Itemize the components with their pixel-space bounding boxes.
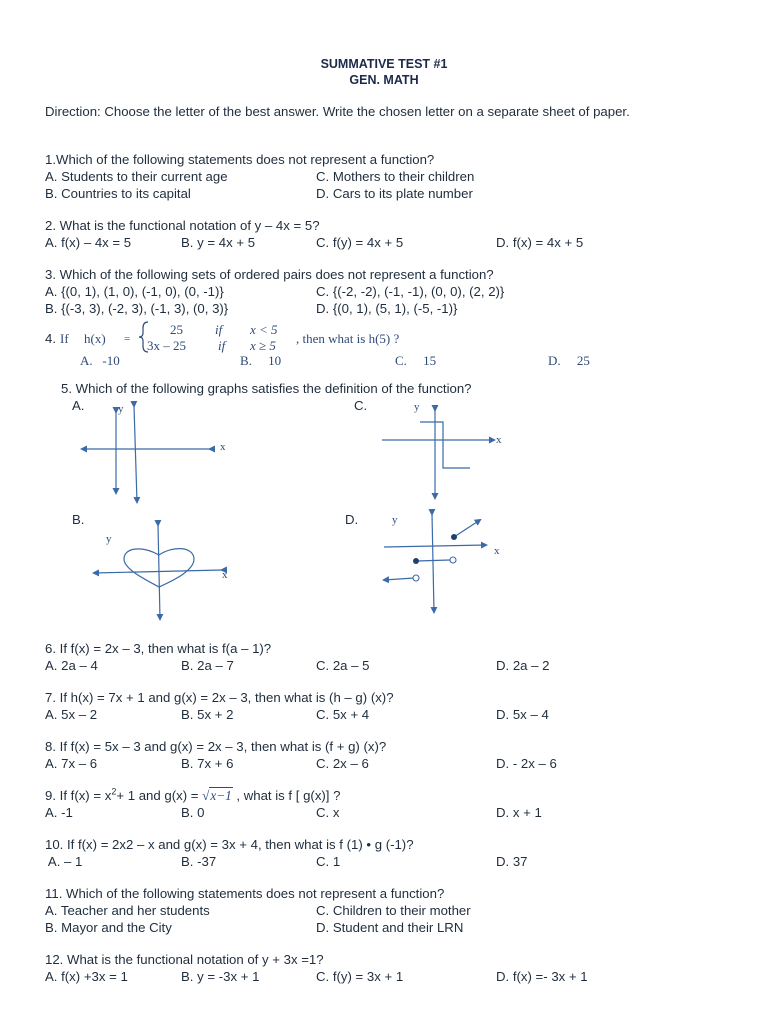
graph-b-x-axis: [94, 570, 222, 573]
graph-d-open-dot-2: [413, 575, 419, 581]
q1-option-c: C. Mothers to their children: [316, 169, 475, 184]
q9-sqrt-argument: x−1: [210, 788, 232, 803]
graph-c-y-label: y: [414, 401, 420, 413]
q2-stem: 2. What is the functional notation of y – 4x = 5?: [45, 218, 320, 233]
graph-b-y-label: y: [106, 533, 112, 545]
q7-option-c: C. 5x + 4: [316, 707, 370, 722]
q3-option-d: D. {(0, 1), (5, 1), (-5, -1)}: [316, 301, 458, 316]
graph-d-segment-2: [416, 560, 450, 561]
test-title: SUMMATIVE TEST #1: [320, 57, 448, 71]
q4-case2-value: 3x – 25: [147, 338, 186, 353]
q6-option-b: B. 2a – 7: [181, 658, 234, 673]
graph-d-figure: [378, 508, 512, 616]
q9-stem-start: 9. If f(x) = x: [45, 788, 112, 803]
graph-b-figure: [86, 515, 246, 623]
q6-option-c: C. 2a – 5: [316, 658, 370, 673]
q2-option-c: C. f(y) = 4x + 5: [316, 235, 404, 250]
q1-option-a: A. Students to their current age: [45, 169, 228, 184]
q6-option-d: D. 2a – 2: [496, 658, 550, 673]
q10-option-b: B. -37: [181, 854, 217, 869]
square-root-icon: √x−1: [202, 788, 232, 803]
q4-equals: =: [124, 333, 131, 345]
q9-exponent: 2: [111, 786, 117, 797]
graph-d-closed-dot-2: [413, 558, 419, 564]
q2-option-a: A. f(x) – 4x = 5: [45, 235, 132, 250]
q4-if-label: If: [60, 331, 69, 346]
q11-option-b: B. Mayor and the City: [45, 920, 172, 935]
q10-option-d: D. 37: [496, 854, 528, 869]
q9-stem-end: , what is f [ g(x)] ?: [232, 788, 341, 803]
q9-option-a: A. -1: [45, 805, 73, 820]
q11-option-d: D. Student and their LRN: [316, 920, 464, 935]
q9-option-b: B. 0: [181, 805, 205, 820]
q3-option-a: A. {(0, 1), (1, 0), (-1, 0), (0, -1)}: [45, 284, 224, 299]
q8-stem: 8. If f(x) = 5x – 3 and g(x) = 2x – 3, then what is (f + g) (x)?: [45, 739, 387, 754]
q2-option-d: D. f(x) = 4x + 5: [496, 235, 584, 250]
q5-label-a: A.: [72, 398, 85, 413]
q3-stem: 3. Which of the following sets of ordered pairs does not represent a function?: [45, 267, 494, 282]
q12-option-b: B. y = -3x + 1: [181, 969, 260, 984]
q2-option-b: B. y = 4x + 5: [181, 235, 256, 250]
q8-option-d: D. - 2x – 6: [496, 756, 557, 771]
graph-d-open-dot-1: [450, 557, 456, 563]
q4-case2-condition: x ≥ 5: [250, 338, 276, 353]
q4-function-name: h(x): [84, 331, 106, 346]
graph-a-y-label: y: [118, 403, 124, 415]
q4-option-a: A. -10: [80, 353, 120, 368]
q4-case1-if: if: [215, 322, 223, 337]
q5-label-b: B.: [72, 512, 85, 527]
q11-option-a: A. Teacher and her students: [45, 903, 210, 918]
graph-d-segment-3: [384, 578, 414, 580]
q9-stem: [45, 788, 340, 804]
q11-stem: 11. Which of the following statements does not represent a function?: [45, 886, 445, 901]
q10-option-a: A. – 1: [45, 854, 83, 869]
q4-question-tail: , then what is h(5) ?: [296, 331, 400, 346]
graph-c-x-label: x: [496, 434, 502, 446]
q8-option-b: B. 7x + 6: [181, 756, 234, 771]
q9-option-c: C. x: [316, 805, 340, 820]
graph-d-x-axis: [384, 545, 486, 547]
graph-a-line-2: [134, 406, 137, 502]
q9-stem-middle: + 1 and g(x) =: [116, 788, 203, 803]
graph-d-y-axis: [432, 514, 434, 612]
q4-option-c: C. 15: [395, 353, 437, 368]
q4-option-b: B. 10: [240, 353, 282, 368]
graph-b-x-label: x: [222, 569, 228, 581]
q8-option-a: A. 7x – 6: [45, 756, 98, 771]
graph-a-x-label: x: [220, 441, 226, 453]
q12-option-c: C. f(y) = 3x + 1: [316, 969, 404, 984]
q8-option-c: C. 2x – 6: [316, 756, 369, 771]
q7-option-d: D. 5x – 4: [496, 707, 549, 722]
graph-c-figure: [372, 398, 512, 502]
q4-option-d: D. 25: [548, 353, 590, 368]
graph-d-closed-dot-1: [451, 534, 457, 540]
q10-stem: 10. If f(x) = 2x2 – x and g(x) = 3x + 4, then what is f (1) • g (-1)?: [45, 837, 414, 852]
q3-option-b: B. {(-3, 3), (-2, 3), (-1, 3), (0, 3)}: [45, 301, 229, 316]
q3-option-c: C. {(-2, -2), (-1, -1), (0, 0), (2, 2)}: [316, 284, 505, 299]
q6-option-a: A. 2a – 4: [45, 658, 98, 673]
q5-stem: 5. Which of the following graphs satisfies the definition of the function?: [61, 381, 472, 396]
graph-c-curve: [420, 422, 470, 468]
q5-label-c: C.: [354, 398, 368, 413]
graph-d-y-label: y: [392, 514, 398, 526]
q6-stem: 6. If f(x) = 2x – 3, then what is f(a – 1)?: [45, 641, 272, 656]
q1-stem: 1.Which of the following statements does not represent a function?: [45, 152, 435, 167]
direction-text: Direction: Choose the letter of the best answer. Write the chosen letter on a separate sheet of paper.: [45, 104, 630, 119]
q5-label-d: D.: [345, 512, 359, 527]
q1-option-b: B. Countries to its capital: [45, 186, 191, 201]
q12-option-a: A. f(x) +3x = 1: [45, 969, 128, 984]
q12-option-d: D. f(x) =- 3x + 1: [496, 969, 588, 984]
q9-option-d: D. x + 1: [496, 805, 542, 820]
graph-d-x-label: x: [494, 545, 500, 557]
test-subtitle: GEN. MATH: [349, 73, 419, 87]
q1-option-d: D. Cars to its plate number: [316, 186, 473, 201]
q4-case1-value: 25: [170, 322, 183, 337]
q4-number: 4.: [45, 331, 56, 346]
graph-a-figure: [70, 398, 240, 510]
q7-stem: 7. If h(x) = 7x + 1 and g(x) = 2x – 3, then what is (h – g) (x)?: [45, 690, 394, 705]
q11-option-c: C. Children to their mother: [316, 903, 471, 918]
q4-case1-condition: x < 5: [250, 322, 278, 337]
q7-option-b: B. 5x + 2: [181, 707, 234, 722]
q4-case2-if: if: [218, 338, 226, 353]
graph-d-segment-1: [454, 520, 480, 537]
q12-stem: 12. What is the functional notation of y + 3x =1?: [45, 952, 324, 967]
q10-option-c: C. 1: [316, 854, 341, 869]
q7-option-a: A. 5x – 2: [45, 707, 98, 722]
